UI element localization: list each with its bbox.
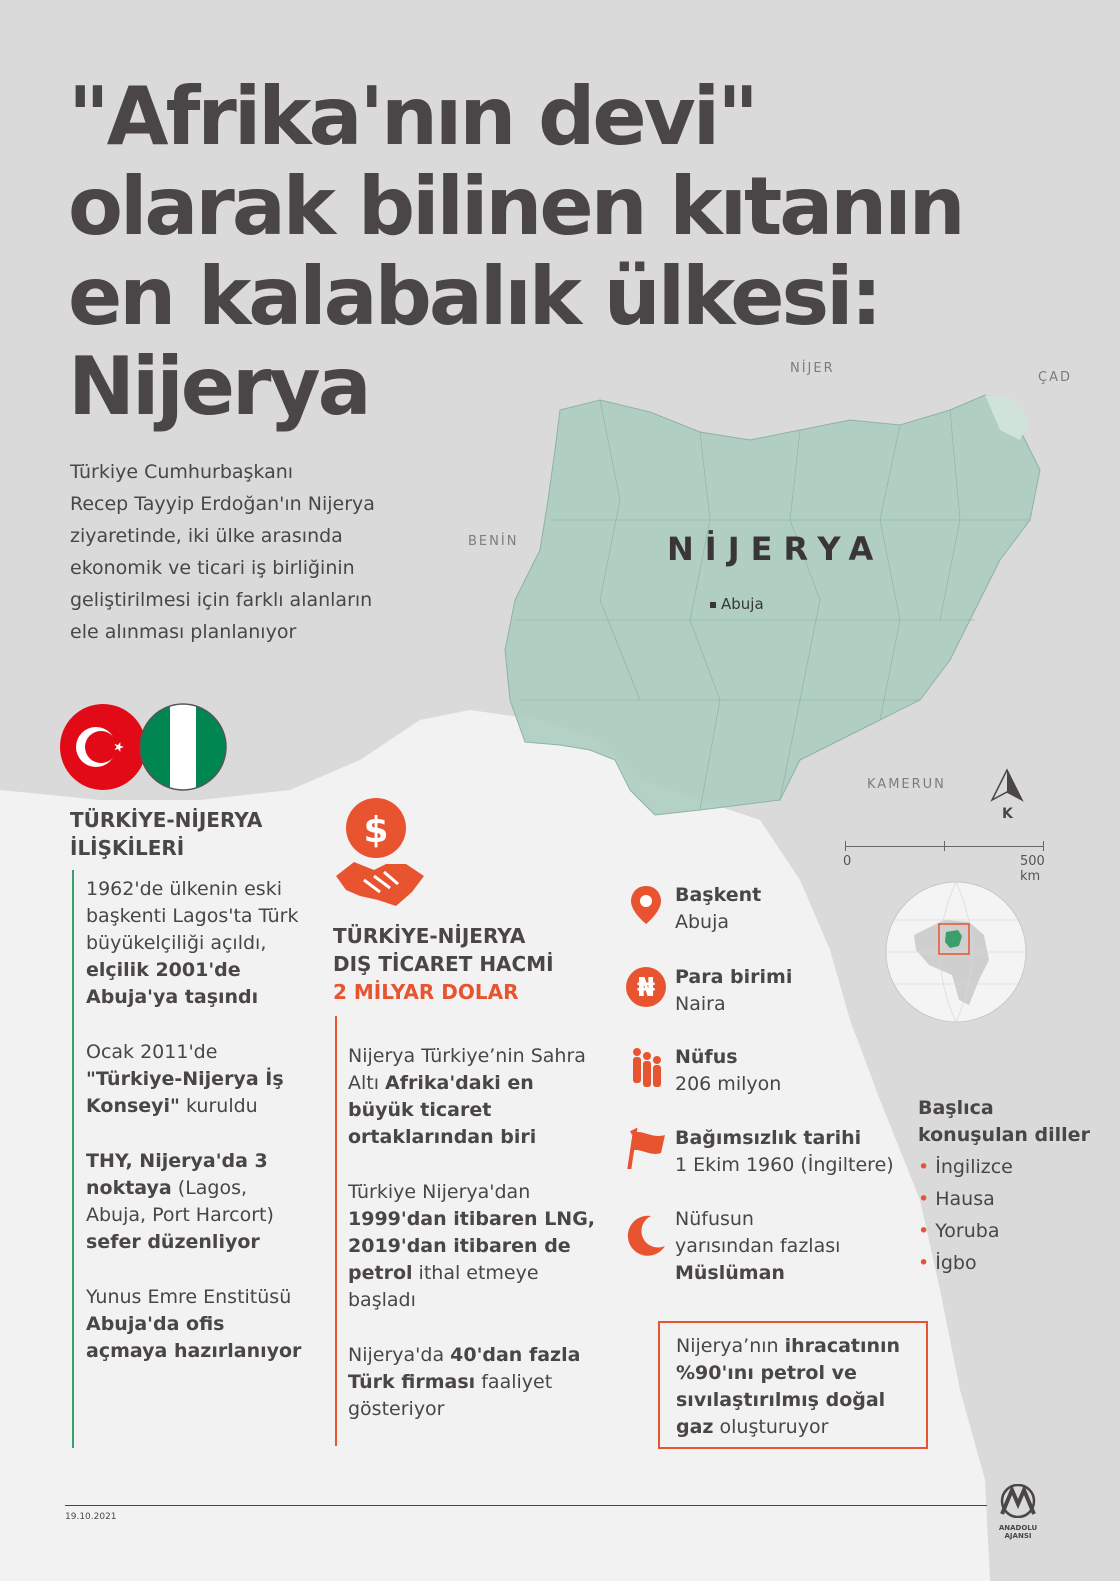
fact-independence-value: 1 Ekim 1960 (İngiltere) — [675, 1154, 894, 1176]
list-item-text: 1962'de ülkenin eski başkenti Lagos'ta Türk büyükelçiliği açıldı, — [86, 878, 299, 954]
scale-end: 500 km — [1020, 854, 1045, 884]
export-box-text: oluşturuyor — [713, 1416, 829, 1438]
capital-dot-icon — [710, 602, 716, 608]
aa-logo-icon — [988, 1484, 1048, 1518]
agency-name: ANADOLU AJANSI — [998, 1524, 1038, 1540]
trade-title-line: TÜRKİYE-NİJERYA — [333, 924, 526, 948]
languages-list — [918, 1095, 1090, 1279]
list-item-text: faaliyet gösteriyor — [348, 1371, 553, 1420]
agency-logo — [988, 1484, 1048, 1540]
languages-title-line: Başlıca — [918, 1097, 994, 1119]
fact-currency-label: Para birimi — [675, 966, 793, 988]
intro-line: ziyaretinde, iki ülke arasında — [70, 525, 343, 547]
naira-icon — [625, 966, 667, 1008]
fact-religion-value: Müslüman — [675, 1262, 785, 1284]
language-item: • Yoruba — [918, 1215, 1090, 1247]
export-info-box — [658, 1321, 928, 1449]
crescent-icon — [625, 1214, 667, 1256]
list-item — [348, 1342, 598, 1423]
trade-title — [333, 922, 554, 1006]
language-item: • Hausa — [918, 1183, 1090, 1215]
fact-religion-line2: yarısından fazlası — [675, 1235, 841, 1257]
north-label: K — [1002, 806, 1013, 822]
relations-list — [86, 876, 311, 1393]
relations-accent-line — [72, 870, 74, 1448]
trade-amount: 2 MİLYAR DOLAR — [333, 980, 519, 1004]
list-item — [86, 1284, 311, 1365]
globe-locator-icon — [884, 880, 1028, 1024]
list-item-text: Abuja'da ofis açmaya hazırlanıyor — [86, 1313, 302, 1362]
publish-date: 19.10.2021 — [65, 1512, 117, 1522]
intro-line: Recep Tayyip Erdoğan'ın Nijerya — [70, 493, 375, 515]
label-niger: NİJER — [790, 361, 835, 376]
list-item-text: 40'dan fazla Türk firması — [348, 1344, 581, 1393]
nigeria-flag-icon — [138, 702, 228, 792]
map-pin-icon — [625, 884, 667, 926]
intro-line: ele alınması planlanıyor — [70, 621, 297, 643]
list-item-text: Nijerya'da — [348, 1344, 451, 1366]
list-item-text: THY, Nijerya'da 3 noktaya — [86, 1150, 268, 1199]
people-icon — [625, 1046, 667, 1088]
intro-line: geliştirilmesi için farklı alanların — [70, 589, 373, 611]
relations-title-line: İLİŞKİLERİ — [70, 836, 185, 860]
svg-text:₦: ₦ — [636, 973, 656, 1003]
trade-accent-line — [335, 1016, 337, 1446]
label-benin: BENİN — [468, 534, 519, 549]
list-item — [86, 876, 311, 1011]
trade-list — [348, 1043, 598, 1451]
trade-title-line: DIŞ TİCARET HACMİ — [333, 952, 554, 976]
intro-line: ekonomik ve ticari iş birliğinin — [70, 557, 355, 579]
list-item-text: Ocak 2011'de — [86, 1041, 218, 1063]
title-line: en kalabalık ülkesi: — [68, 250, 880, 343]
list-item-text: Yunus Emre Enstitüsü — [86, 1286, 292, 1308]
title-line: olarak bilinen kıtanın — [68, 160, 963, 253]
language-item: • İgbo — [918, 1247, 1090, 1279]
list-item-text: "Türkiye-Nijerya İş Konseyi" — [86, 1068, 284, 1117]
list-item-text: Türkiye Nijerya'dan — [348, 1181, 531, 1203]
list-item — [86, 1148, 311, 1256]
title-line: "Afrika'nın devi" — [68, 70, 756, 163]
fact-religion-line1: Nüfusun — [675, 1208, 754, 1230]
svg-text:$: $ — [363, 810, 389, 851]
list-item-text: ithal etmeye başladı — [348, 1262, 539, 1311]
list-item — [348, 1179, 598, 1314]
list-item-text: kuruldu — [179, 1095, 258, 1117]
list-item — [348, 1043, 598, 1151]
language-item: • İngilizce — [918, 1151, 1090, 1183]
main-title — [68, 72, 1028, 432]
languages-title-line: konuşulan diller — [918, 1124, 1090, 1146]
label-nigeria: NİJERYA — [667, 530, 885, 568]
scale-start: 0 — [843, 854, 852, 869]
north-arrow-icon — [988, 768, 1026, 822]
handshake-dollar-icon — [334, 796, 426, 908]
relations-title — [70, 806, 262, 862]
export-box-text: ihracatının %90'ını petrol ve sıvılaştırılmış doğal gaz — [676, 1335, 901, 1438]
intro-text — [70, 456, 430, 648]
list-item-text: elçilik 2001'de Abuja'ya taşındı — [86, 959, 259, 1008]
fact-population-label: Nüfus — [675, 1046, 738, 1068]
list-item-text: 1999'dan itibaren LNG, 2019'dan itibaren de petrol — [348, 1208, 596, 1284]
capital-label: Abuja — [721, 595, 764, 613]
list-item-text: Afrika'daki en büyük ticaret ortaklarından biri — [348, 1072, 537, 1148]
label-cameroon: KAMERUN — [867, 777, 946, 792]
relations-title-line: TÜRKİYE-NİJERYA — [70, 808, 263, 832]
label-chad: ÇAD — [1038, 370, 1072, 385]
list-item — [86, 1039, 311, 1120]
fact-capital-label: Başkent — [675, 884, 762, 906]
list-item-text: Nijerya Türkiye’nin Sahra Altı — [348, 1045, 586, 1094]
list-item-text: (Lagos, Abuja, Port Harcort) — [86, 1177, 274, 1226]
flag-icon — [625, 1127, 667, 1169]
turkey-flag-icon — [58, 702, 148, 792]
footer-divider — [65, 1505, 987, 1506]
fact-capital-value: Abuja — [675, 911, 730, 933]
intro-line: Türkiye Cumhurbaşkanı — [70, 461, 294, 483]
fact-currency-value: Naira — [675, 993, 726, 1015]
export-box-text: Nijerya’nın — [676, 1335, 785, 1357]
list-item-text: sefer düzenliyor — [86, 1231, 260, 1253]
title-line: Nijerya — [68, 340, 369, 433]
capital-marker — [710, 595, 764, 613]
fact-population-value: 206 milyon — [675, 1073, 782, 1095]
fact-independence-label: Bağımsızlık tarihi — [675, 1127, 862, 1149]
